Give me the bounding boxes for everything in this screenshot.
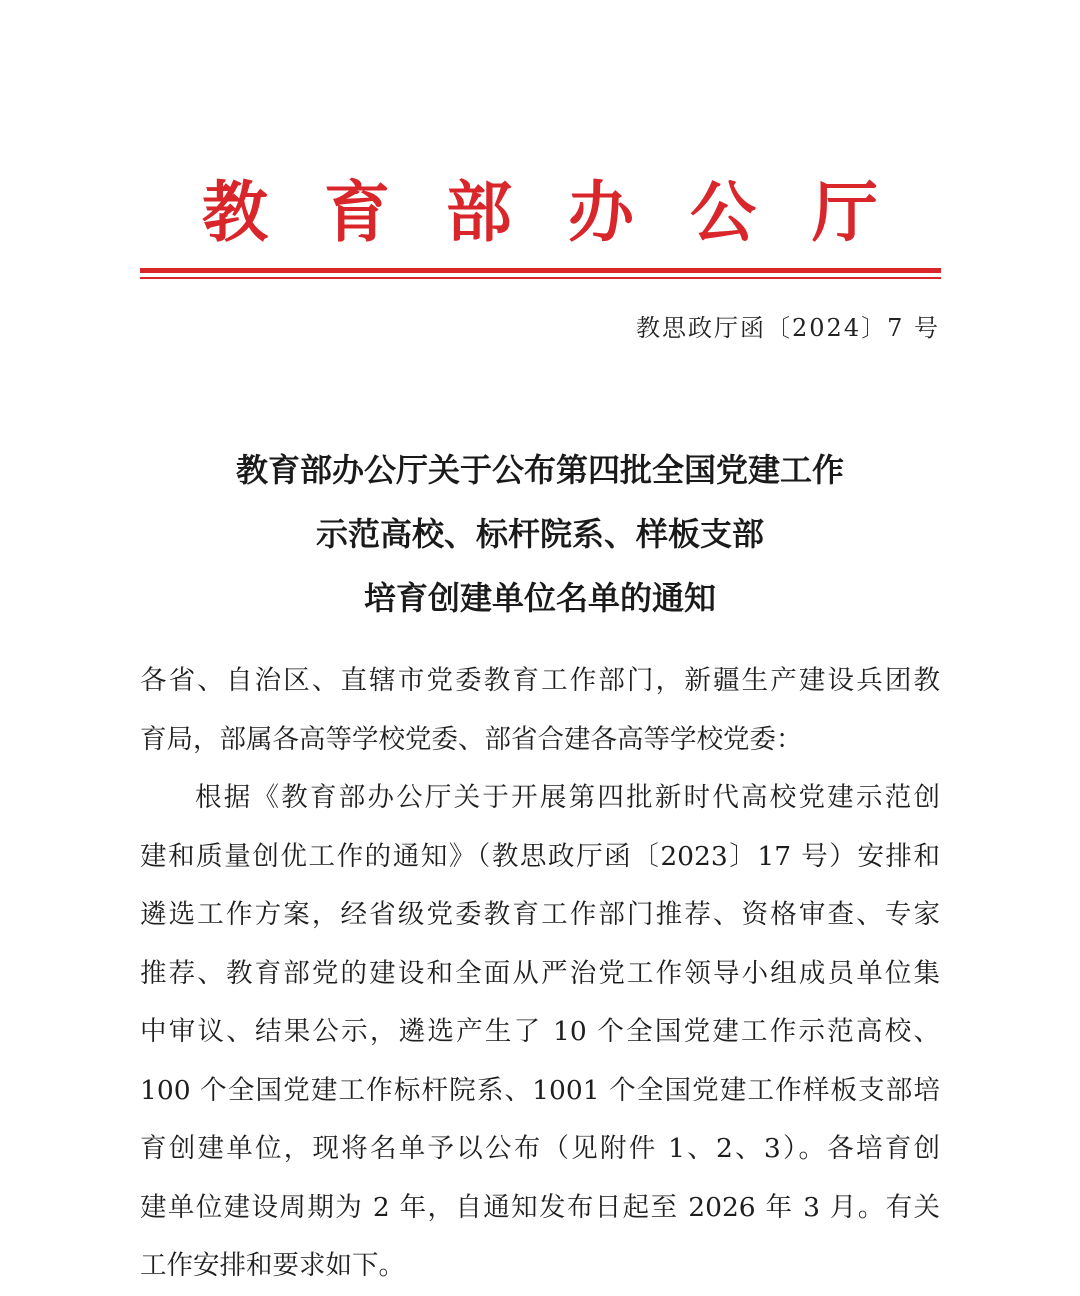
body-line: 中审议、结果公示，遴选产生了 10 个全国党建工作示范高校、 bbox=[140, 1016, 940, 1047]
red-divider-thick bbox=[140, 268, 941, 273]
body-line: 遴选工作方案，经省级党委教育工作部门推荐、资格审查、专家 bbox=[140, 899, 940, 930]
title-line: 培育创建单位名单的通知 bbox=[363, 579, 716, 617]
body-line: 建和质量创优工作的通知》（教思政厅函〔2023〕17 号）安排和 bbox=[140, 840, 940, 872]
notice-body bbox=[140, 652, 940, 1296]
issuer-header: 教育部办公厅 bbox=[202, 174, 934, 251]
red-divider-thin bbox=[140, 277, 941, 279]
body-line-addressee: 育局，部属各高等学校党委、部省合建各高等学校党委： bbox=[140, 723, 803, 755]
document-number: 教思政厅函〔2024〕7 号 bbox=[636, 314, 940, 342]
title-line: 教育部办公厅关于公布第四批全国党建工作 bbox=[235, 451, 844, 489]
notice-title bbox=[100, 438, 980, 630]
body-line: 育创建单位，现将名单予以公布（见附件 1、2、3）。各培育创 bbox=[140, 1133, 940, 1164]
body-line: 建单位建设周期为 2 年，自通知发布日起至 2026 年 3 月。有关 bbox=[140, 1191, 940, 1223]
body-line: 100 个全国党建工作标杆院系、1001 个全国党建工作样板支部培 bbox=[140, 1074, 940, 1106]
body-line: 工作安排和要求如下。 bbox=[140, 1250, 405, 1281]
body-line: 根据《教育部办公厅关于开展第四批新时代高校党建示范创 bbox=[195, 782, 940, 813]
body-line-addressee: 各省、自治区、直辖市党委教育工作部门，新疆生产建设兵团教 bbox=[140, 665, 940, 696]
body-line: 推荐、教育部党的建设和全面从严治党工作领导小组成员单位集 bbox=[140, 957, 940, 989]
title-line: 示范高校、标杆院系、样板支部 bbox=[315, 515, 764, 553]
